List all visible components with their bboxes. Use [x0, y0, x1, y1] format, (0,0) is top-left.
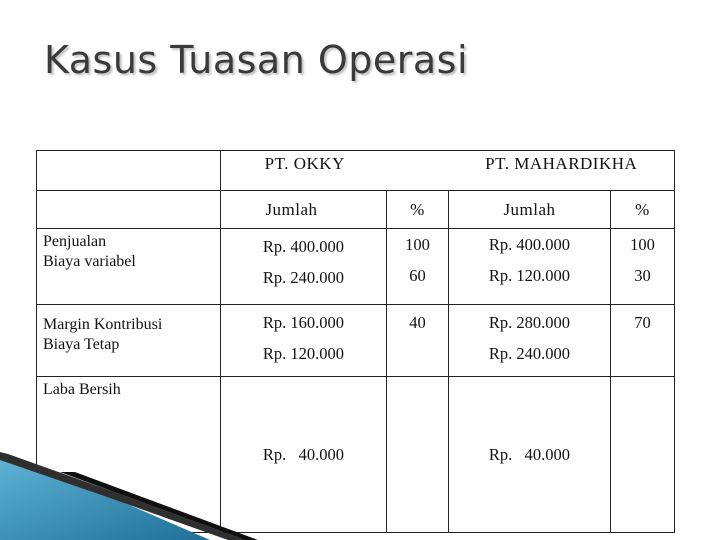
value: 60 [409, 266, 426, 285]
okky-percent-cell [387, 229, 449, 305]
okky-percent-header: % [387, 191, 449, 229]
value: 100 [405, 235, 430, 254]
value: 70 [634, 313, 651, 332]
company-mahardikha-header: PT. MAHARDIKHA [449, 151, 675, 191]
value: Rp. 240.000 [488, 344, 571, 363]
value: Rp. 160.000 [262, 313, 345, 332]
slide-title: Kasus Tuasan Operasi [44, 38, 469, 82]
blank-subheader-cell [37, 191, 221, 229]
value: Rp. 400.000 [488, 235, 571, 254]
mahardikha-percent-header: % [611, 191, 675, 229]
value: Rp. 120.000 [262, 344, 345, 363]
mahardikha-jumlah-header: Jumlah [449, 191, 611, 229]
mahardikha-percent-cell [611, 229, 675, 305]
mahardikha-jumlah-cell [449, 229, 611, 305]
value: 100 [630, 235, 655, 254]
corner-swoosh-decoration [0, 450, 720, 540]
okky-percent-cell [387, 305, 449, 377]
value: 30 [634, 266, 651, 285]
header-row-companies [37, 151, 675, 191]
value: Rp. 280.000 [488, 313, 571, 332]
value: 40 [409, 313, 426, 332]
mahardikha-percent-cell [611, 305, 675, 377]
value: Rp. 40.000 [262, 445, 345, 464]
value: Rp. 400.000 [262, 237, 345, 256]
label-biaya-tetap: Biaya Tetap [43, 336, 120, 353]
okky-jumlah-cell [221, 305, 387, 377]
mahardikha-jumlah-cell [449, 305, 611, 377]
value: Rp. 120.000 [488, 266, 571, 285]
label-margin-kontribusi: Margin Kontribusi [43, 316, 163, 333]
header-row-columns [37, 191, 675, 229]
label-biaya-variabel: Biaya variabel [43, 253, 136, 270]
row-label-cell [37, 305, 221, 377]
okky-jumlah-cell [221, 229, 387, 305]
value: Rp. 240.000 [262, 268, 345, 287]
table-row [37, 229, 675, 305]
value: Rp. 40.000 [488, 445, 571, 464]
blank-header-cell [37, 151, 221, 191]
label-penjualan: Penjualan [43, 233, 107, 250]
row-label-cell [37, 229, 221, 305]
label-laba-bersih: Laba Bersih [43, 381, 121, 398]
company-okky-header: PT. OKKY [221, 151, 449, 191]
table-row [37, 305, 675, 377]
okky-jumlah-header: Jumlah [221, 191, 387, 229]
